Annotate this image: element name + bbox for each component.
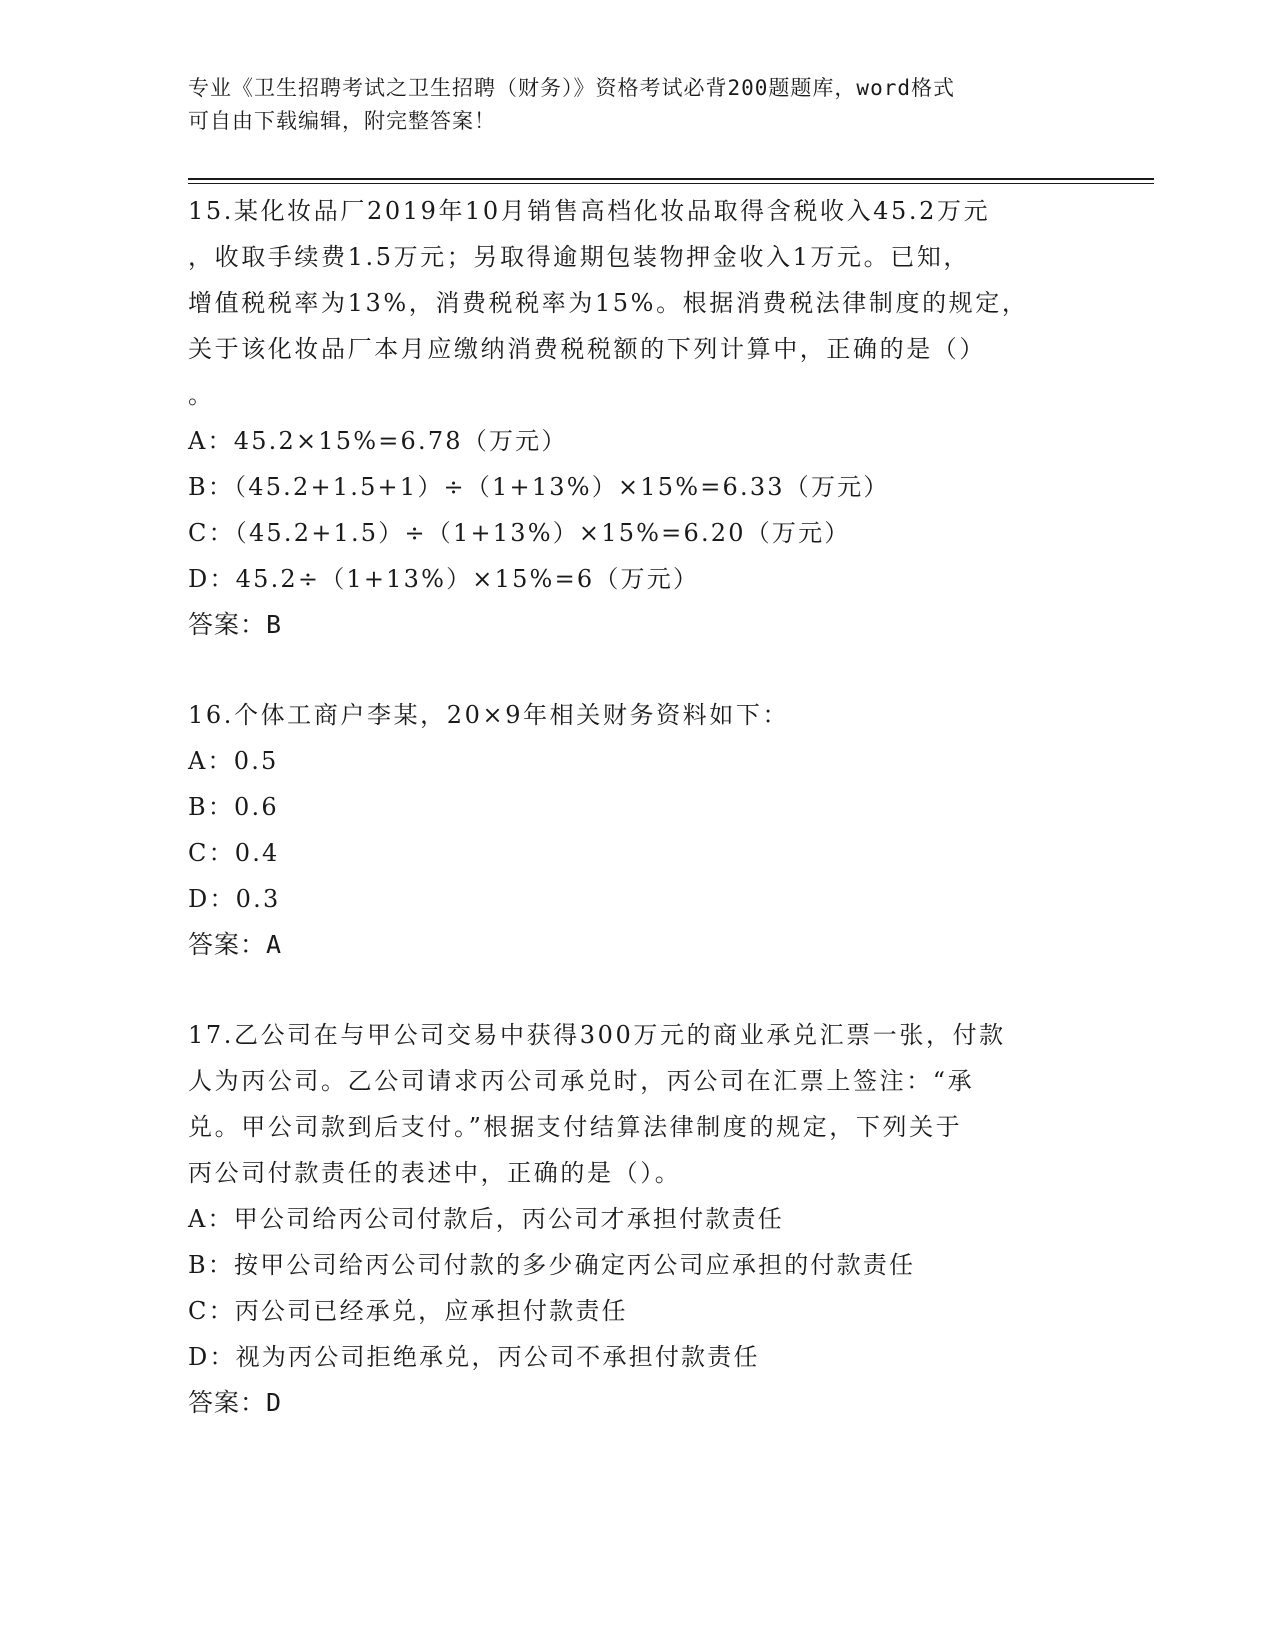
answer-line bbox=[188, 922, 1088, 968]
header-divider-thick bbox=[188, 178, 1154, 180]
option-a: A：0.5 bbox=[188, 747, 279, 775]
stem-line: ，收取手续费1.5万元；另取得逾期包装物押金收入1万元。已知， bbox=[188, 243, 971, 271]
question-spacer bbox=[188, 648, 1088, 692]
option-a: A：45.2×15%=6.78（万元） bbox=[188, 427, 568, 455]
option-b: B：（45.2+1.5+1）÷（1+13%）×15%=6.33（万元） bbox=[188, 473, 890, 501]
header-divider-thin bbox=[188, 183, 1154, 184]
question-15 bbox=[188, 188, 1088, 648]
answer-value: B bbox=[266, 610, 283, 639]
question-stem bbox=[188, 692, 1088, 738]
answer-line bbox=[188, 602, 1088, 648]
stem-line: 16.个体工商户李某，20×9年相关财务资料如下： bbox=[188, 701, 790, 729]
stem-line: 丙公司付款责任的表述中，正确的是（）。 bbox=[188, 1159, 682, 1187]
option-c: C：丙公司已经承兑，应承担付款责任 bbox=[188, 1297, 628, 1325]
stem-line: 关于该化妆品厂本月应缴纳消费税税额的下列计算中，正确的是（） bbox=[188, 335, 986, 363]
answer-label: 答案： bbox=[188, 1388, 267, 1417]
answer-value: A bbox=[266, 930, 283, 959]
question-stem bbox=[188, 1012, 1088, 1196]
question-list bbox=[188, 188, 1088, 1426]
stem-line: 人为丙公司。乙公司请求丙公司承兑时，丙公司在汇票上签注：“承 bbox=[188, 1067, 975, 1095]
question-16 bbox=[188, 692, 1088, 968]
answer-label: 答案： bbox=[188, 610, 267, 639]
answer-value: D bbox=[266, 1388, 283, 1417]
header-line-2: 可自由下载编辑，附完整答案！ bbox=[188, 109, 496, 133]
question-stem bbox=[188, 188, 1088, 418]
document-header bbox=[188, 72, 1068, 138]
stem-line: 兑。甲公司款到后支付。”根据支付结算法律制度的规定，下列关于 bbox=[188, 1113, 963, 1141]
question-spacer bbox=[188, 968, 1088, 1012]
option-d: D：0.3 bbox=[188, 885, 281, 913]
option-c: C：0.4 bbox=[188, 839, 280, 867]
stem-line: 。 bbox=[188, 381, 215, 409]
header-line-1: 专业《卫生招聘考试之卫生招聘（财务）》资格考试必背200题题库，word格式 bbox=[188, 76, 955, 100]
option-a: A：甲公司给丙公司付款后，丙公司才承担付款责任 bbox=[188, 1205, 784, 1233]
answer-label: 答案： bbox=[188, 930, 267, 959]
option-b: B：按甲公司给丙公司付款的多少确定丙公司应承担的付款责任 bbox=[188, 1251, 916, 1279]
option-b: B：0.6 bbox=[188, 793, 279, 821]
stem-line: 17.乙公司在与甲公司交易中获得300万元的商业承兑汇票一张，付款 bbox=[188, 1021, 1006, 1049]
option-d: D：视为丙公司拒绝承兑，丙公司不承担付款责任 bbox=[188, 1343, 760, 1371]
question-17 bbox=[188, 1012, 1088, 1426]
stem-line: 增值税税率为13%，消费税税率为15%。根据消费税法律制度的规定， bbox=[188, 289, 1029, 317]
stem-line: 15.某化妆品厂2019年10月销售高档化妆品取得含税收入45.2万元 bbox=[188, 197, 991, 225]
option-d: D：45.2÷（1+13%）×15%=6（万元） bbox=[188, 565, 700, 593]
answer-line bbox=[188, 1380, 1088, 1426]
option-c: C：（45.2+1.5）÷（1+13%）×15%=6.20（万元） bbox=[188, 519, 851, 547]
